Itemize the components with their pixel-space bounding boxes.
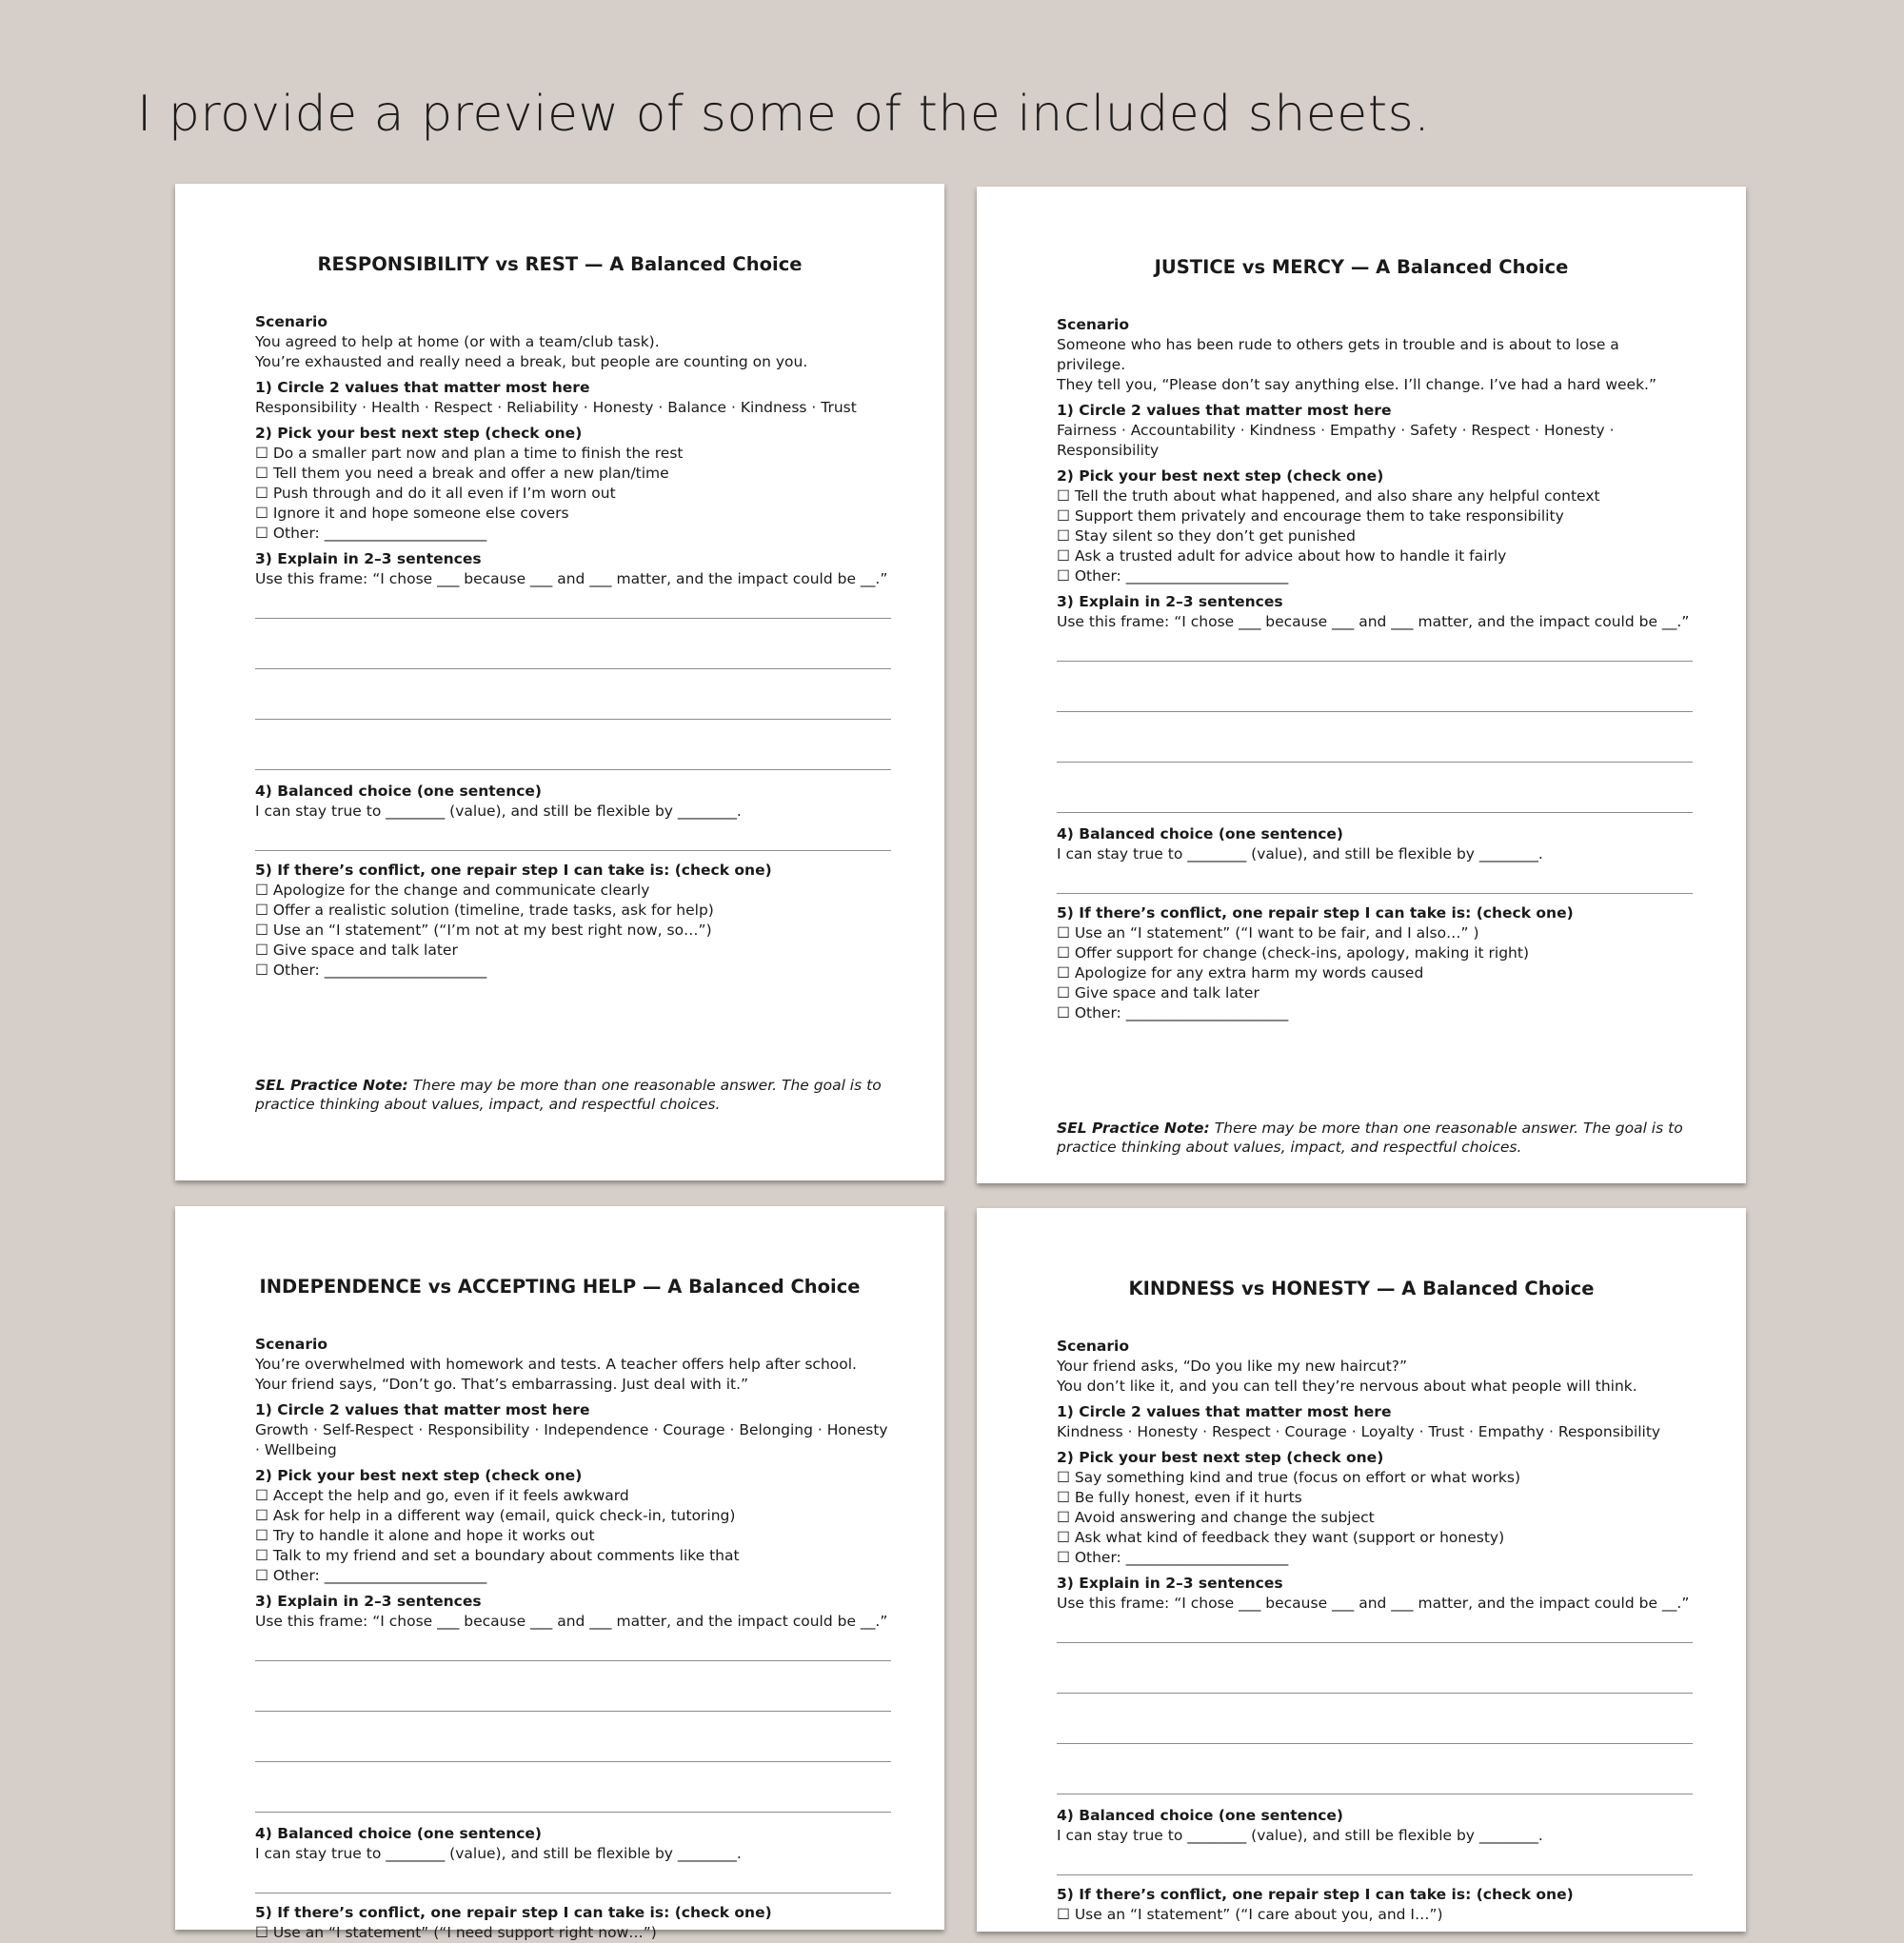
scenario-line: Someone who has been rude to others gets in trouble and is about to lose a: [1057, 336, 1619, 353]
checkbox-option[interactable]: ☐ Tell them you need a break and offer a new plan/time: [255, 465, 669, 482]
sentence-frame: Use this frame: “I chose ___ because ___ and ___ matter, and the impact could be __.”: [255, 1613, 888, 1630]
question-5-label: 5) If there’s conflict, one repair step I can take is: (check one): [1057, 1886, 1574, 1903]
sheet-title: KINDNESS vs HONESTY — A Balanced Choice: [1128, 1278, 1595, 1299]
sheet-title: INDEPENDENCE vs ACCEPTING HELP — A Balanced Choice: [259, 1276, 861, 1298]
checkbox-option[interactable]: ☐ Ask a trusted adult for advice about how to handle it fairly: [1057, 547, 1507, 565]
values-list: Growth · Self-Respect · Responsibility · Independence · Courage · Belonging · Honesty · Wellbeing: [255, 1421, 888, 1458]
answer-line[interactable]: [1057, 1743, 1693, 1744]
question-2-label: 2) Pick your best next step (check one): [1057, 467, 1384, 485]
question-1-label: 1) Circle 2 values that matter most here: [255, 1401, 590, 1418]
checkbox-option[interactable]: ☐ Offer a realistic solution (timeline, trade tasks, ask for help): [255, 902, 714, 919]
checkbox-option[interactable]: ☐ Try to handle it alone and hope it works out: [255, 1527, 595, 1544]
sentence-frame: Use this frame: “I chose ___ because ___ and ___ matter, and the impact could be __.”: [255, 570, 888, 587]
question-1-label: 1) Circle 2 values that matter most here: [1057, 402, 1392, 419]
answer-line[interactable]: [255, 719, 891, 720]
worksheet-responsibility-vs-rest: [175, 184, 944, 1180]
scenario-line: You agreed to help at home (or with a team/club task).: [255, 333, 660, 350]
sentence-frame: I can stay true to ________ (value), and still be flexible by ________.: [1057, 845, 1543, 862]
sentence-frame: I can stay true to ________ (value), and still be flexible by ________.: [255, 1845, 742, 1862]
answer-line[interactable]: [1057, 762, 1693, 763]
sel-practice-note: SEL Practice Note: There may be more than one reasonable answer. The goal is to practice thinking about values, impact, and respectful choices.: [1057, 1120, 1683, 1156]
scenario-line: Your friend asks, “Do you like my new haircut?”: [1057, 1358, 1408, 1375]
question-5-label: 5) If there’s conflict, one repair step I can take is: (check one): [255, 1904, 772, 1921]
question-3-label: 3) Explain in 2–3 sentences: [1057, 593, 1283, 610]
sentence-frame: I can stay true to ________ (value), and still be flexible by ________.: [255, 803, 742, 820]
checkbox-option[interactable]: ☐ Support them privately and encourage them to take responsibility: [1057, 507, 1564, 525]
question-2-label: 2) Pick your best next step (check one): [1057, 1449, 1384, 1466]
checkbox-option[interactable]: ☐ Offer support for change (check-ins, apology, making it right): [1057, 944, 1529, 962]
question-2-label: 2) Pick your best next step (check one): [255, 1467, 583, 1484]
scenario-label: Scenario: [1057, 1338, 1129, 1355]
worksheet-justice-vs-mercy: [977, 187, 1746, 1183]
answer-line[interactable]: [255, 668, 891, 669]
answer-line[interactable]: [255, 850, 891, 851]
checkbox-option[interactable]: ☐ Apologize for any extra harm my words caused: [1057, 964, 1424, 981]
worksheet-independence-vs-accepting-help: [175, 1206, 944, 1941]
checkbox-option[interactable]: ☐ Give space and talk later: [1057, 984, 1259, 1001]
page-headline: I provide a preview of some of the included sheets.: [137, 86, 1431, 143]
checkbox-option[interactable]: ☐ Ask for help in a different way (email, quick check-in, tutoring): [255, 1507, 736, 1524]
checkbox-option[interactable]: ☐ Do a smaller part now and plan a time to finish the rest: [255, 445, 684, 462]
checkbox-option[interactable]: ☐ Ask what kind of feedback they want (support or honesty): [1057, 1529, 1505, 1546]
sentence-frame: I can stay true to ________ (value), and still be flexible by ________.: [1057, 1827, 1543, 1844]
answer-line[interactable]: [255, 1660, 891, 1661]
checkbox-option[interactable]: ☐ Be fully honest, even if it hurts: [1057, 1489, 1302, 1506]
values-list: Fairness · Accountability · Kindness · Empathy · Safety · Respect · Honesty · Responsibility: [1057, 422, 1615, 459]
worksheet-kindness-vs-honesty: [977, 1208, 1746, 1932]
scenario-line: You don’t like it, and you can tell they’re nervous about what people will think.: [1057, 1378, 1637, 1395]
checkbox-option[interactable]: ☐ Avoid answering and change the subject: [1057, 1509, 1375, 1526]
checkbox-option[interactable]: ☐ Apologize for the change and communicate clearly: [255, 882, 650, 899]
question-3-label: 3) Explain in 2–3 sentences: [1057, 1575, 1283, 1592]
question-1-label: 1) Circle 2 values that matter most here: [1057, 1403, 1392, 1420]
answer-line[interactable]: [1057, 1874, 1693, 1875]
checkbox-option[interactable]: ☐ Say something kind and true (focus on effort or what works): [1057, 1469, 1521, 1486]
question-4-label: 4) Balanced choice (one sentence): [255, 783, 543, 800]
question-2-label: 2) Pick your best next step (check one): [255, 425, 583, 442]
sentence-frame: Use this frame: “I chose ___ because ___ and ___ matter, and the impact could be __.”: [1057, 613, 1690, 630]
question-5-label: 5) If there’s conflict, one repair step I can take is: (check one): [255, 862, 772, 879]
checkbox-option[interactable]: ☐ Other: ______________________: [255, 1567, 487, 1584]
checkbox-option[interactable]: ☐ Use an “I statement” (“I care about you, and I…”): [1057, 1906, 1443, 1923]
checkbox-option[interactable]: ☐ Use an “I statement” (“I need support right now…”): [255, 1924, 657, 1941]
sheet-title: JUSTICE vs MERCY — A Balanced Choice: [1154, 256, 1569, 278]
question-1-label: 1) Circle 2 values that matter most here: [255, 379, 590, 396]
answer-line[interactable]: [1057, 893, 1693, 894]
question-4-label: 4) Balanced choice (one sentence): [255, 1825, 543, 1842]
answer-line[interactable]: [1057, 1642, 1693, 1643]
checkbox-option[interactable]: ☐ Ignore it and hope someone else covers: [255, 505, 569, 522]
answer-line[interactable]: [1057, 711, 1693, 712]
checkbox-option[interactable]: ☐ Accept the help and go, even if it feels awkward: [255, 1487, 629, 1504]
sel-practice-note: SEL Practice Note: There may be more than one reasonable answer. The goal is to practice thinking about values, impact, and respectful choices.: [255, 1077, 882, 1113]
checkbox-option[interactable]: ☐ Other: ______________________: [255, 962, 487, 979]
values-list: Kindness · Honesty · Respect · Courage · Loyalty · Trust · Empathy · Responsibility: [1057, 1423, 1661, 1440]
answer-line[interactable]: [1057, 1693, 1693, 1694]
question-3-label: 3) Explain in 2–3 sentences: [255, 1593, 482, 1610]
answer-line[interactable]: [255, 618, 891, 619]
question-4-label: 4) Balanced choice (one sentence): [1057, 825, 1344, 843]
sheet-title: RESPONSIBILITY vs REST — A Balanced Choice: [317, 253, 803, 275]
scenario-line: They tell you, “Please don’t say anything else. I’ll change. I’ve had a hard week.”: [1057, 376, 1656, 393]
scenario-label: Scenario: [255, 1336, 327, 1353]
scenario-line: You’re exhausted and really need a break, but people are counting on you.: [255, 353, 808, 370]
checkbox-option[interactable]: ☐ Give space and talk later: [255, 942, 458, 959]
checkbox-option[interactable]: ☐ Other: ______________________: [1057, 1549, 1289, 1566]
checkbox-option[interactable]: ☐ Talk to my friend and set a boundary about comments like that: [255, 1547, 740, 1564]
checkbox-option[interactable]: ☐ Use an “I statement” (“I want to be fair, and I also…” ): [1057, 924, 1479, 942]
question-5-label: 5) If there’s conflict, one repair step I can take is: (check one): [1057, 904, 1574, 922]
answer-line[interactable]: [255, 1761, 891, 1762]
sentence-frame: Use this frame: “I chose ___ because ___ and ___ matter, and the impact could be __.”: [1057, 1595, 1690, 1612]
checkbox-option[interactable]: ☐ Other: ______________________: [1057, 567, 1289, 585]
question-3-label: 3) Explain in 2–3 sentences: [255, 550, 482, 567]
checkbox-option[interactable]: ☐ Other: ______________________: [1057, 1004, 1289, 1021]
scenario-line: privilege.: [1057, 356, 1126, 373]
values-list: Responsibility · Health · Respect · Reliability · Honesty · Balance · Kindness · Trust: [255, 399, 857, 416]
scenario-line: Your friend says, “Don’t go. That’s embarrassing. Just deal with it.”: [255, 1376, 749, 1393]
checkbox-option[interactable]: ☐ Push through and do it all even if I’m worn out: [255, 485, 616, 502]
scenario-label: Scenario: [255, 313, 327, 330]
answer-line[interactable]: [255, 1711, 891, 1712]
scenario-label: Scenario: [1057, 316, 1129, 333]
checkbox-option[interactable]: ☐ Use an “I statement” (“I’m not at my best right now, so…”): [255, 922, 712, 939]
answer-line[interactable]: [1057, 661, 1693, 662]
checkbox-option[interactable]: ☐ Other: ______________________: [255, 525, 487, 542]
question-4-label: 4) Balanced choice (one sentence): [1057, 1807, 1344, 1824]
checkbox-option[interactable]: ☐ Stay silent so they don’t get punished: [1057, 527, 1356, 545]
scenario-line: You’re overwhelmed with homework and tests. A teacher offers help after school.: [255, 1356, 857, 1373]
checkbox-option[interactable]: ☐ Tell the truth about what happened, and also share any helpful context: [1057, 487, 1600, 505]
